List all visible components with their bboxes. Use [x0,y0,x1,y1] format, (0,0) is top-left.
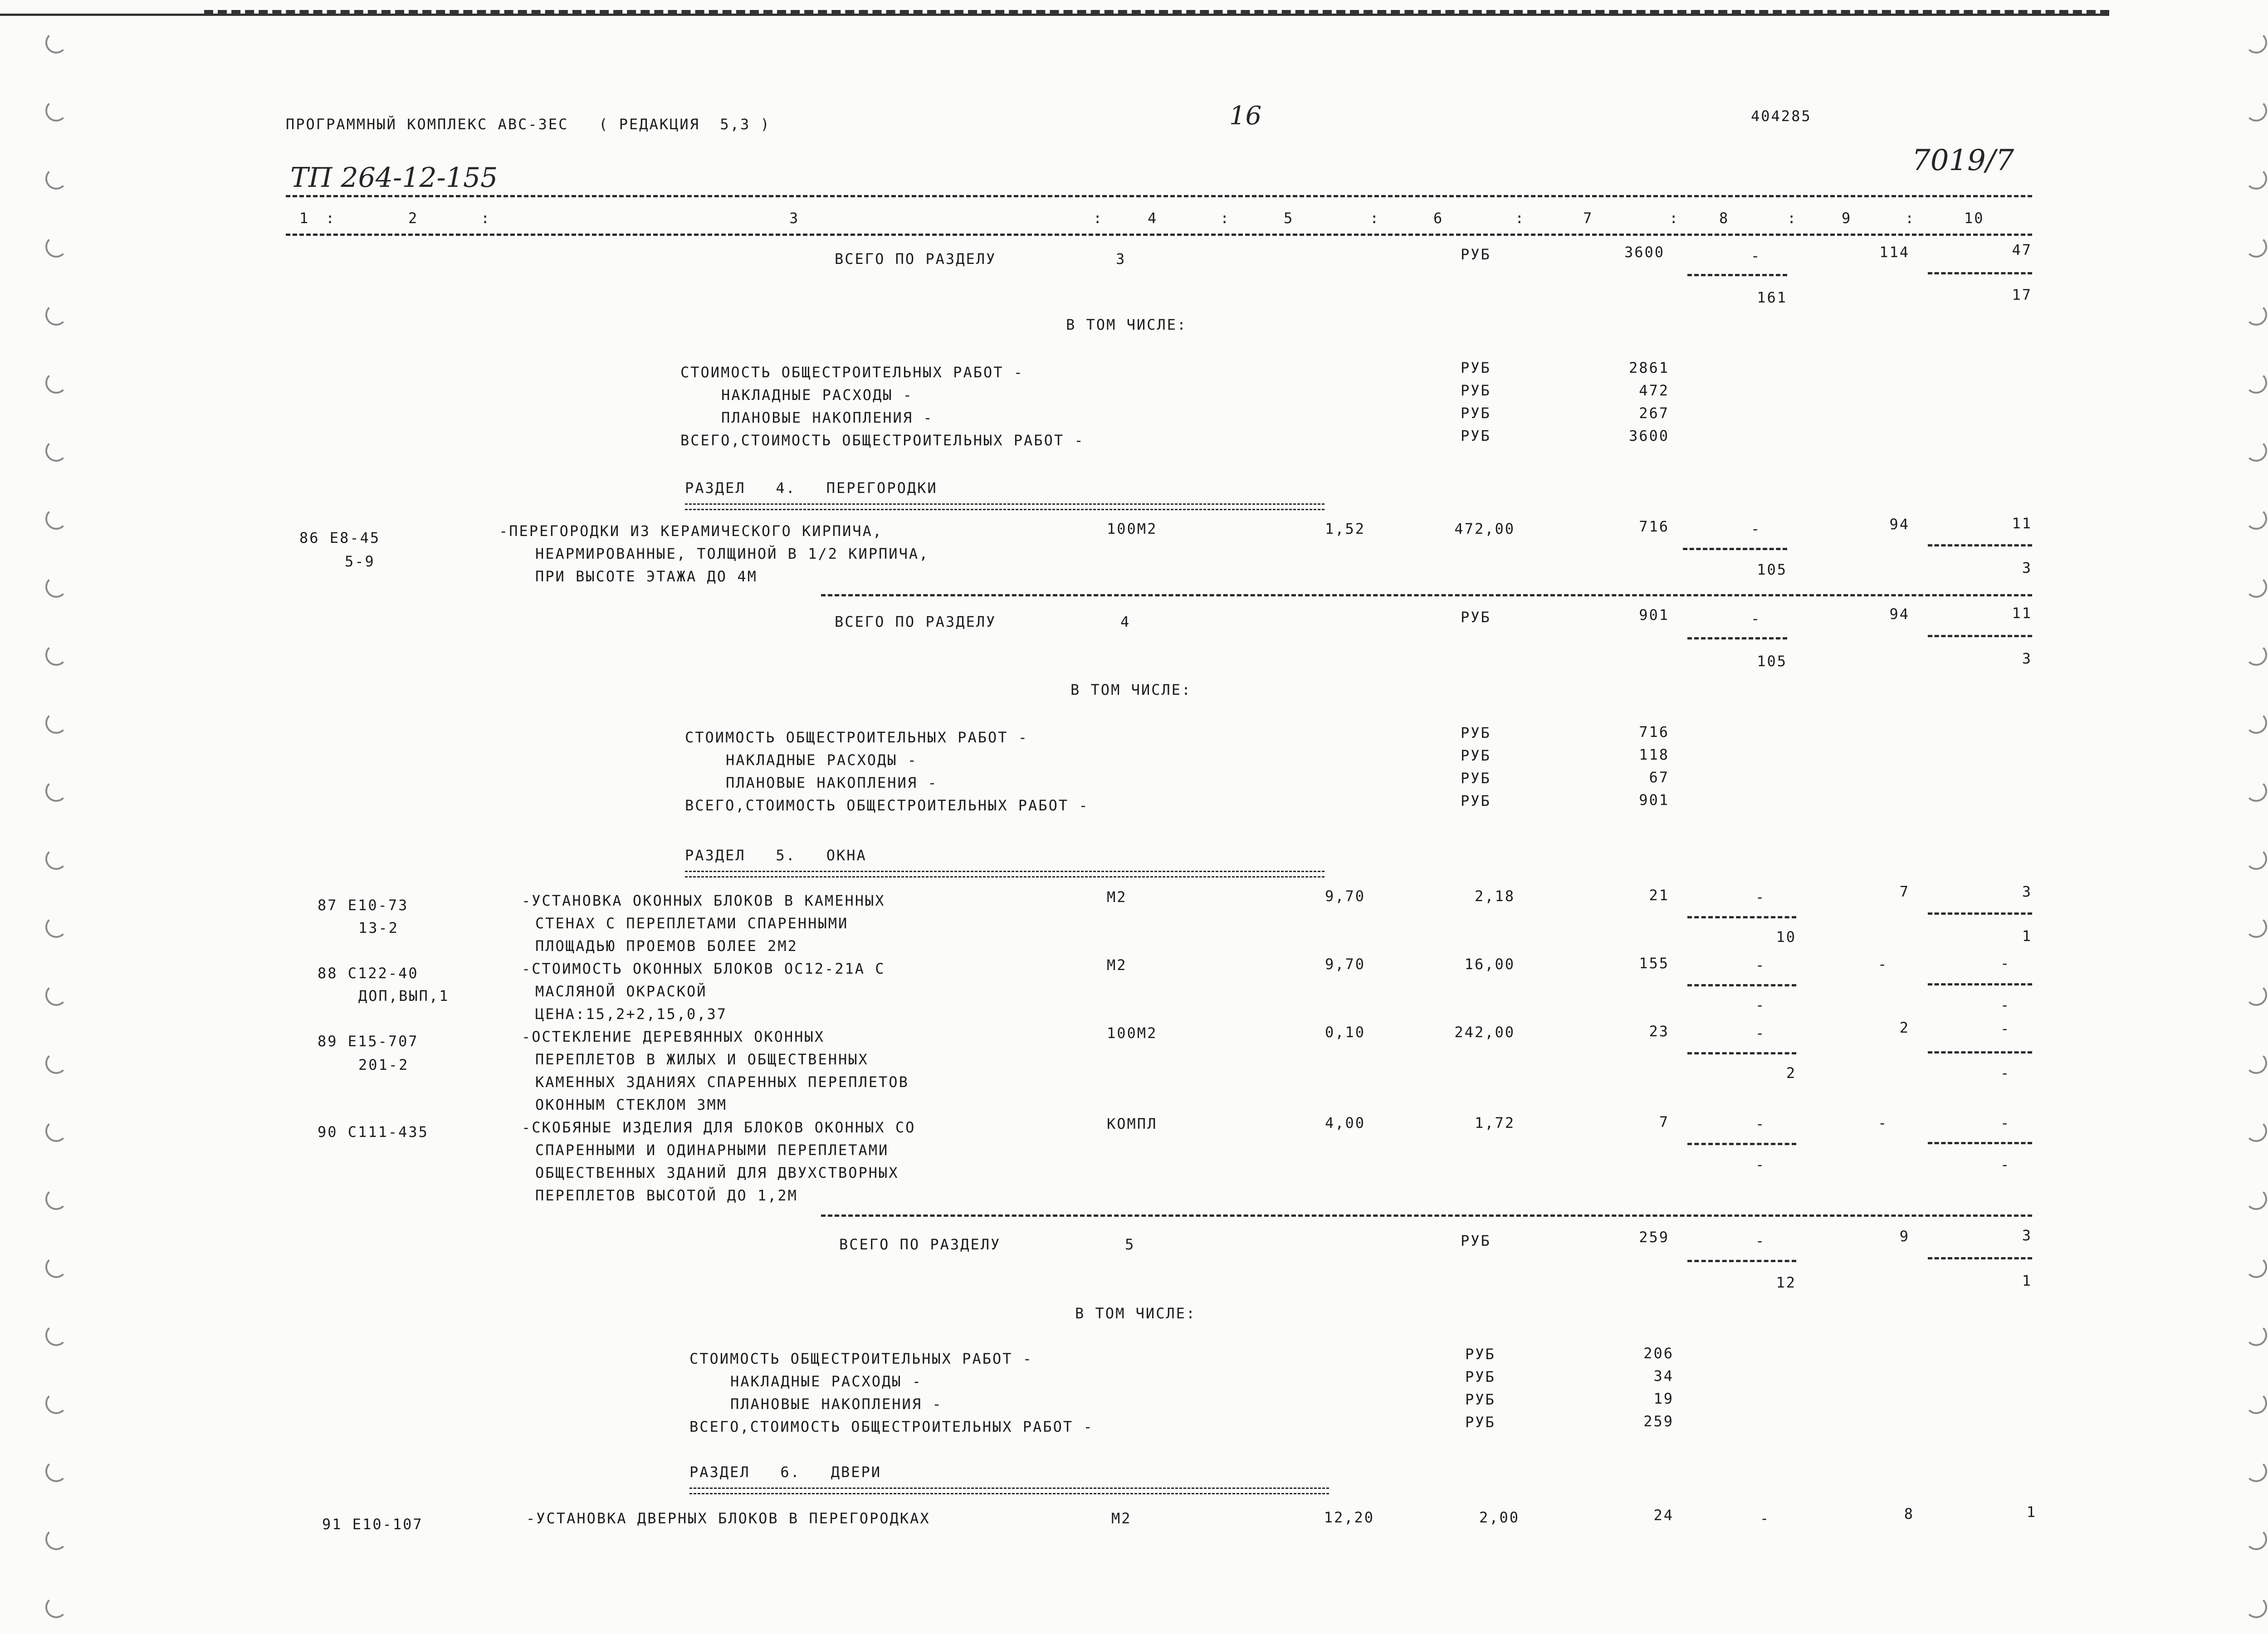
row-col7: 21 [1649,887,1669,904]
perforation-hole [45,304,67,326]
total-unit: РУБ [1461,609,1491,626]
row-col10-bottom: 1 [2022,927,2032,945]
section-heading: РАЗДЕЛ 5. ОКНА [685,847,867,864]
section-underline [685,871,1325,878]
row-code: 88 С122-40 [318,965,419,982]
row-description: ОБЩЕСТВЕННЫХ ЗДАНИЙ ДЛЯ ДВУХСТВОРНЫХ [535,1164,899,1181]
perforation-hole [2245,780,2267,802]
perforation-hole [2245,32,2267,54]
col-num-4: 4 [1148,210,1158,227]
fraction-rule [1687,274,1787,276]
row-unit: М2 [1107,956,1127,974]
row-code: 89 Е15-707 [318,1033,419,1050]
sheet-number: 7019/7 [1912,144,2014,177]
col-sep: : [1370,210,1380,227]
row-subcode: 13-2 [358,919,399,937]
row-unit: М2 [1111,1510,1132,1527]
total-col8-top: - [1751,247,1761,264]
row-price: 472,00 [1454,520,1515,537]
breakdown-cost-label: СТОИМОСТЬ ОБЩЕСТРОИТЕЛЬНЫХ РАБОТ - [680,364,1024,381]
total-col10-bottom: 1 [2022,1272,2032,1289]
document-id: ТП 264-12-155 [290,162,498,194]
row-description: -ПЕРЕГОРОДКИ ИЗ КЕРАМИЧЕСКОГО КИРПИЧА, [499,522,883,540]
breakdown-overhead-value: 472 [1639,382,1669,399]
row-price: 2,00 [1479,1509,1520,1526]
header-rule-bottom [286,234,2032,236]
row-quantity: 12,20 [1324,1509,1374,1526]
perforation-hole [2245,916,2267,938]
row-description: ПРИ ВЫСОТЕ ЭТАЖА ДО 4М [535,568,758,585]
fraction-rule [1928,272,2032,274]
breakdown-total-label: ВСЕГО,СТОИМОСТЬ ОБЩЕСТРОИТЕЛЬНЫХ РАБОТ - [680,432,1085,449]
subtotal-rule [821,1215,2032,1217]
row-col10-bottom: - [2000,1064,2011,1082]
breakdown-savings-value: 267 [1639,405,1669,422]
breakdown-unit: РУБ [1461,770,1491,787]
breakdown-total-value: 259 [1643,1413,1674,1430]
row-description: СПАРЕННЫМИ И ОДИНАРНЫМИ ПЕРЕПЛЕТАМИ [535,1141,889,1159]
total-col10-bottom: 3 [2022,650,2032,667]
fraction-rule [1687,1052,1796,1054]
perforation-hole [2245,1596,2267,1618]
breakdown-unit: РУБ [1461,427,1491,444]
row-quantity: 4,00 [1325,1114,1365,1132]
col-num-1: 1 [299,210,310,227]
breakdown-overhead-value: 118 [1639,746,1669,763]
breakdown-total-label: ВСЕГО,СТОИМОСТЬ ОБЩЕСТРОИТЕЛЬНЫХ РАБОТ - [689,1418,1094,1435]
perforation-hole [45,1120,67,1142]
col-sep: : [1669,210,1680,227]
row-col9: 94 [1889,516,1910,533]
perforation-hole [45,440,67,462]
perforation-hole [45,1188,67,1210]
row-col7: 716 [1639,518,1669,535]
row-description: -СТОИМОСТЬ ОКОННЫХ БЛОКОВ ОС12-21А С [522,960,885,977]
col-sep: : [1787,210,1798,227]
perforation-hole [2245,1528,2267,1550]
breakdown-cost-value: 206 [1643,1345,1674,1362]
perforation-hole [45,236,67,258]
row-description: НЕАРМИРОВАННЫЕ, ТОЛЩИНОЙ В 1/2 КИРПИЧА, [535,545,929,562]
breakdown-unit: РУБ [1465,1368,1496,1385]
perforation-hole [45,1528,67,1550]
col-sep: : [1093,210,1104,227]
perforation-hole [2245,1188,2267,1210]
breakdown-overhead-label: НАКЛАДНЫЕ РАСХОДЫ - [721,386,914,404]
row-col7: 24 [1653,1507,1674,1524]
section-total-number: 3 [1116,250,1126,268]
perforation-hole [2245,1120,2267,1142]
breakdown-unit: РУБ [1461,747,1491,764]
total-col7: 3600 [1624,244,1665,261]
section-heading: РАЗДЕЛ 4. ПЕРЕГОРОДКИ [685,479,938,497]
total-unit: РУБ [1461,246,1491,263]
col-sep: : [1220,210,1231,227]
row-unit: КОМПЛ [1107,1115,1158,1132]
row-col10-bottom: - [2000,996,2011,1014]
row-price: 2,18 [1474,888,1515,905]
row-col8-bottom: 10 [1776,928,1796,946]
row-subcode: 201-2 [358,1056,409,1073]
col-sep: : [481,210,491,227]
perforation-hole [2245,1256,2267,1278]
breakdown-total-value: 901 [1639,791,1669,809]
fraction-rule [1928,1257,2032,1259]
row-description: -ОСТЕКЛЕНИЕ ДЕРЕВЯННЫХ ОКОННЫХ [522,1028,825,1045]
perforation-hole [45,1460,67,1482]
total-col9: 94 [1889,605,1910,623]
row-description: -СКОБЯНЫЕ ИЗДЕЛИЯ ДЛЯ БЛОКОВ ОКОННЫХ СО [522,1119,916,1136]
row-col9: 2 [1899,1019,1910,1036]
perforation-hole [45,916,67,938]
row-col7: 155 [1639,955,1669,972]
row-col7: 23 [1649,1023,1669,1040]
row-col8-top: - [1755,888,1766,906]
row-unit: 100М2 [1107,1024,1158,1042]
perforation-hole [45,168,67,190]
row-col10-top: - [2000,1020,2011,1037]
total-col8-top: - [1751,610,1761,627]
total-col10-top: 11 [2012,605,2032,622]
total-col9: 114 [1879,244,1910,261]
perforation-hole [2245,168,2267,190]
section-total-number: 5 [1125,1236,1135,1253]
row-col8-bottom: 2 [1786,1064,1796,1082]
total-col8-bottom: 105 [1757,653,1787,670]
total-col7: 259 [1639,1229,1669,1246]
breakdown-unit: РУБ [1461,724,1491,741]
fraction-rule [1687,1143,1796,1145]
row-unit: 100М2 [1107,520,1158,537]
subtotal-rule [821,594,2032,596]
breakdown-unit: РУБ [1465,1391,1496,1408]
perforation-hole [45,712,67,734]
breakdown-unit: РУБ [1465,1414,1496,1431]
breakdown-unit: РУБ [1461,382,1491,399]
breakdown-cost-value: 2861 [1628,359,1669,376]
row-code: 87 Е10-73 [318,897,409,914]
breakdown-unit: РУБ [1461,792,1491,810]
row-description: ПЕРЕПЛЕТОВ В ЖИЛЫХ И ОБЩЕСТВЕННЫХ [535,1051,869,1068]
row-subcode: ДОП,ВЫП,1 [358,987,450,1005]
row-col10-bottom: - [2000,1156,2011,1173]
row-quantity: 0,10 [1325,1024,1365,1041]
fraction-rule [1928,1142,2032,1144]
row-subcode: 5-9 [345,553,375,570]
perforation-hole [2245,100,2267,122]
perforation-hole [45,576,67,598]
row-col10-top: 11 [2012,515,2032,532]
row-col8: - [1760,1510,1770,1527]
perforation-hole [2245,1460,2267,1482]
fraction-rule [1687,637,1787,639]
perforation-hole [2245,712,2267,734]
breakdown-savings-value: 19 [1653,1390,1674,1407]
row-col8-bottom: 105 [1757,561,1787,578]
col-num-9: 9 [1842,210,1852,227]
perforation-hole [2245,508,2267,530]
perforation-hole [45,1052,67,1074]
row-col10-top: - [2000,955,2011,972]
perforation-hole [2245,1052,2267,1074]
col-sep: : [1905,210,1916,227]
row-col9: - [1878,1114,1888,1132]
row-price: 242,00 [1454,1024,1515,1041]
col-num-7: 7 [1583,210,1593,227]
total-col8-top: - [1755,1232,1766,1249]
perforation-hole [2245,576,2267,598]
perforation-hole [45,1596,67,1618]
total-col7: 901 [1639,606,1669,624]
perforation-hole [45,32,67,54]
perforation-hole [45,1256,67,1278]
fraction-rule [1928,635,2032,637]
row-quantity: 9,70 [1325,956,1365,973]
section-underline [689,1488,1329,1494]
total-unit: РУБ [1461,1232,1491,1249]
col-num-6: 6 [1433,210,1444,227]
row-unit: М2 [1107,888,1127,906]
perforation-hole [45,1324,67,1346]
perforation-hole [45,780,67,802]
perforation-hole [45,372,67,394]
col-sep: : [1515,210,1525,227]
doc-code: 404285 [1751,107,1812,125]
breakdown-overhead-value: 34 [1653,1367,1674,1385]
total-col10-top: 3 [2022,1227,2032,1244]
perforation-hole [2245,1392,2267,1414]
perforation-hole [2245,440,2267,462]
section-total-number: 4 [1120,613,1131,630]
row-price: 1,72 [1474,1114,1515,1132]
perforation-hole [45,848,67,870]
breakdown-unit: РУБ [1461,405,1491,422]
row-col10: 1 [2026,1503,2037,1521]
breakdown-cost-label: СТОИМОСТЬ ОБЩЕСТРОИТЕЛЬНЫХ РАБОТ - [689,1350,1033,1367]
row-col9: - [1878,956,1888,973]
section-underline [685,503,1325,510]
row-quantity: 9,70 [1325,888,1365,905]
row-col9: 7 [1899,883,1910,900]
total-col8-bottom: 161 [1757,289,1787,306]
row-col8-top: - [1755,1115,1766,1132]
row-description: ПЕРЕПЛЕТОВ ВЫСОТОЙ ДО 1,2М [535,1187,798,1204]
fraction-rule [1928,1051,2032,1054]
row-code: 91 Е10-107 [322,1516,423,1533]
perforation-hole [2245,372,2267,394]
breakdown-total-value: 3600 [1628,427,1669,444]
row-description: ЦЕНА:15,2+2,15,0,37 [535,1005,728,1023]
fraction-rule [1928,544,2032,546]
total-col9: 9 [1899,1228,1910,1245]
breakdown-savings-label: ПЛАНОВЫЕ НАКОПЛЕНИЯ - [721,409,934,426]
row-col8-top: - [1751,520,1761,537]
section-total-label: ВСЕГО ПО РАЗДЕЛУ [835,613,997,630]
breakdown-total-label: ВСЕГО,СТОИМОСТЬ ОБЩЕСТРОИТЕЛЬНЫХ РАБОТ - [685,797,1089,814]
perforation-hole [2245,1324,2267,1346]
breakdown-unit: РУБ [1465,1346,1496,1363]
row-code: 86 Е8-45 [299,529,381,546]
row-description: СТЕНАХ С ПЕРЕПЛЕТАМИ СПАРЕННЫМИ [535,915,849,932]
program-header: ПРОГРАММНЫЙ КОМПЛЕКС АВС-3ЕС ( РЕДАКЦИЯ 5,3 ) [286,116,771,133]
breakdown-cost-value: 716 [1639,723,1669,741]
breakdown-cost-label: СТОИМОСТЬ ОБЩЕСТРОИТЕЛЬНЫХ РАБОТ - [685,729,1029,746]
row-description: МАСЛЯНОЙ ОКРАСКОЙ [535,983,707,1000]
perforation-hole [2245,236,2267,258]
perforation-hole [2245,848,2267,870]
breakdown-overhead-label: НАКЛАДНЫЕ РАСХОДЫ - [730,1373,923,1390]
col-num-3: 3 [789,210,800,227]
including-heading: В ТОМ ЧИСЛЕ: [1075,1305,1197,1322]
breakdown-savings-label: ПЛАНОВЫЕ НАКОПЛЕНИЯ - [730,1395,943,1413]
fraction-rule [1687,1260,1796,1262]
perforation-hole [2245,644,2267,666]
total-col10-bottom: 17 [2012,286,2032,303]
row-description: ОКОННЫМ СТЕКЛОМ 3ММ [535,1096,728,1113]
breakdown-savings-label: ПЛАНОВЫЕ НАКОПЛЕНИЯ - [726,774,938,791]
col-num-8: 8 [1719,210,1730,227]
row-col10-top: - [2000,1114,2011,1132]
fraction-rule [1928,912,2032,915]
total-col8-bottom: 12 [1776,1274,1796,1291]
row-code: 90 С111-435 [318,1123,429,1141]
perforation-hole [2245,984,2267,1006]
perforation-hole [45,984,67,1006]
col-sep: : [326,210,336,227]
total-col10-top: 47 [2012,241,2032,259]
perforation-hole [45,100,67,122]
breakdown-unit: РУБ [1461,359,1491,376]
including-heading: В ТОМ ЧИСЛЕ: [1070,681,1192,698]
row-description: -УСТАНОВКА ДВЕРНЫХ БЛОКОВ В ПЕРЕГОРОДКАХ [526,1510,930,1527]
section-total-label: ВСЕГО ПО РАЗДЕЛУ [835,250,997,268]
perforation-hole [45,508,67,530]
row-col8-bottom: - [1755,996,1766,1014]
fraction-rule [1683,548,1787,550]
row-col10-bottom: 3 [2022,559,2032,576]
row-col8-top: - [1755,1024,1766,1042]
row-price: 16,00 [1464,956,1515,973]
header-rule-top [286,195,2032,197]
perforation-hole [45,644,67,666]
row-description: -УСТАНОВКА ОКОННЫХ БЛОКОВ В КАМЕННЫХ [522,892,885,909]
row-quantity: 1,52 [1325,520,1365,537]
top-edge-marks [204,10,2109,19]
page-number: 16 [1229,101,1262,131]
row-col10-top: 3 [2022,883,2032,900]
fraction-rule [1687,916,1796,918]
perforation-hole [45,1392,67,1414]
col-num-5: 5 [1284,210,1294,227]
row-description: КАМЕННЫХ ЗДАНИЯХ СПАРЕННЫХ ПЕРЕПЛЕТОВ [535,1073,909,1091]
row-col8-bottom: - [1755,1156,1766,1173]
row-col8-top: - [1755,956,1766,974]
section-heading: РАЗДЕЛ 6. ДВЕРИ [689,1463,882,1481]
perforation-hole [2245,304,2267,326]
breakdown-savings-value: 67 [1649,769,1669,786]
fraction-rule [1928,983,2032,985]
row-col7: 7 [1659,1113,1669,1131]
row-description: ПЛОЩАДЬЮ ПРОЕМОВ БОЛЕЕ 2М2 [535,937,798,955]
fraction-rule [1687,984,1796,986]
row-col9: 8 [1904,1505,1914,1522]
section-total-label: ВСЕГО ПО РАЗДЕЛУ [839,1236,1001,1253]
col-num-10: 10 [1964,210,1984,227]
including-heading: В ТОМ ЧИСЛЕ: [1066,316,1188,333]
col-num-2: 2 [408,210,419,227]
breakdown-overhead-label: НАКЛАДНЫЕ РАСХОДЫ - [726,751,918,769]
